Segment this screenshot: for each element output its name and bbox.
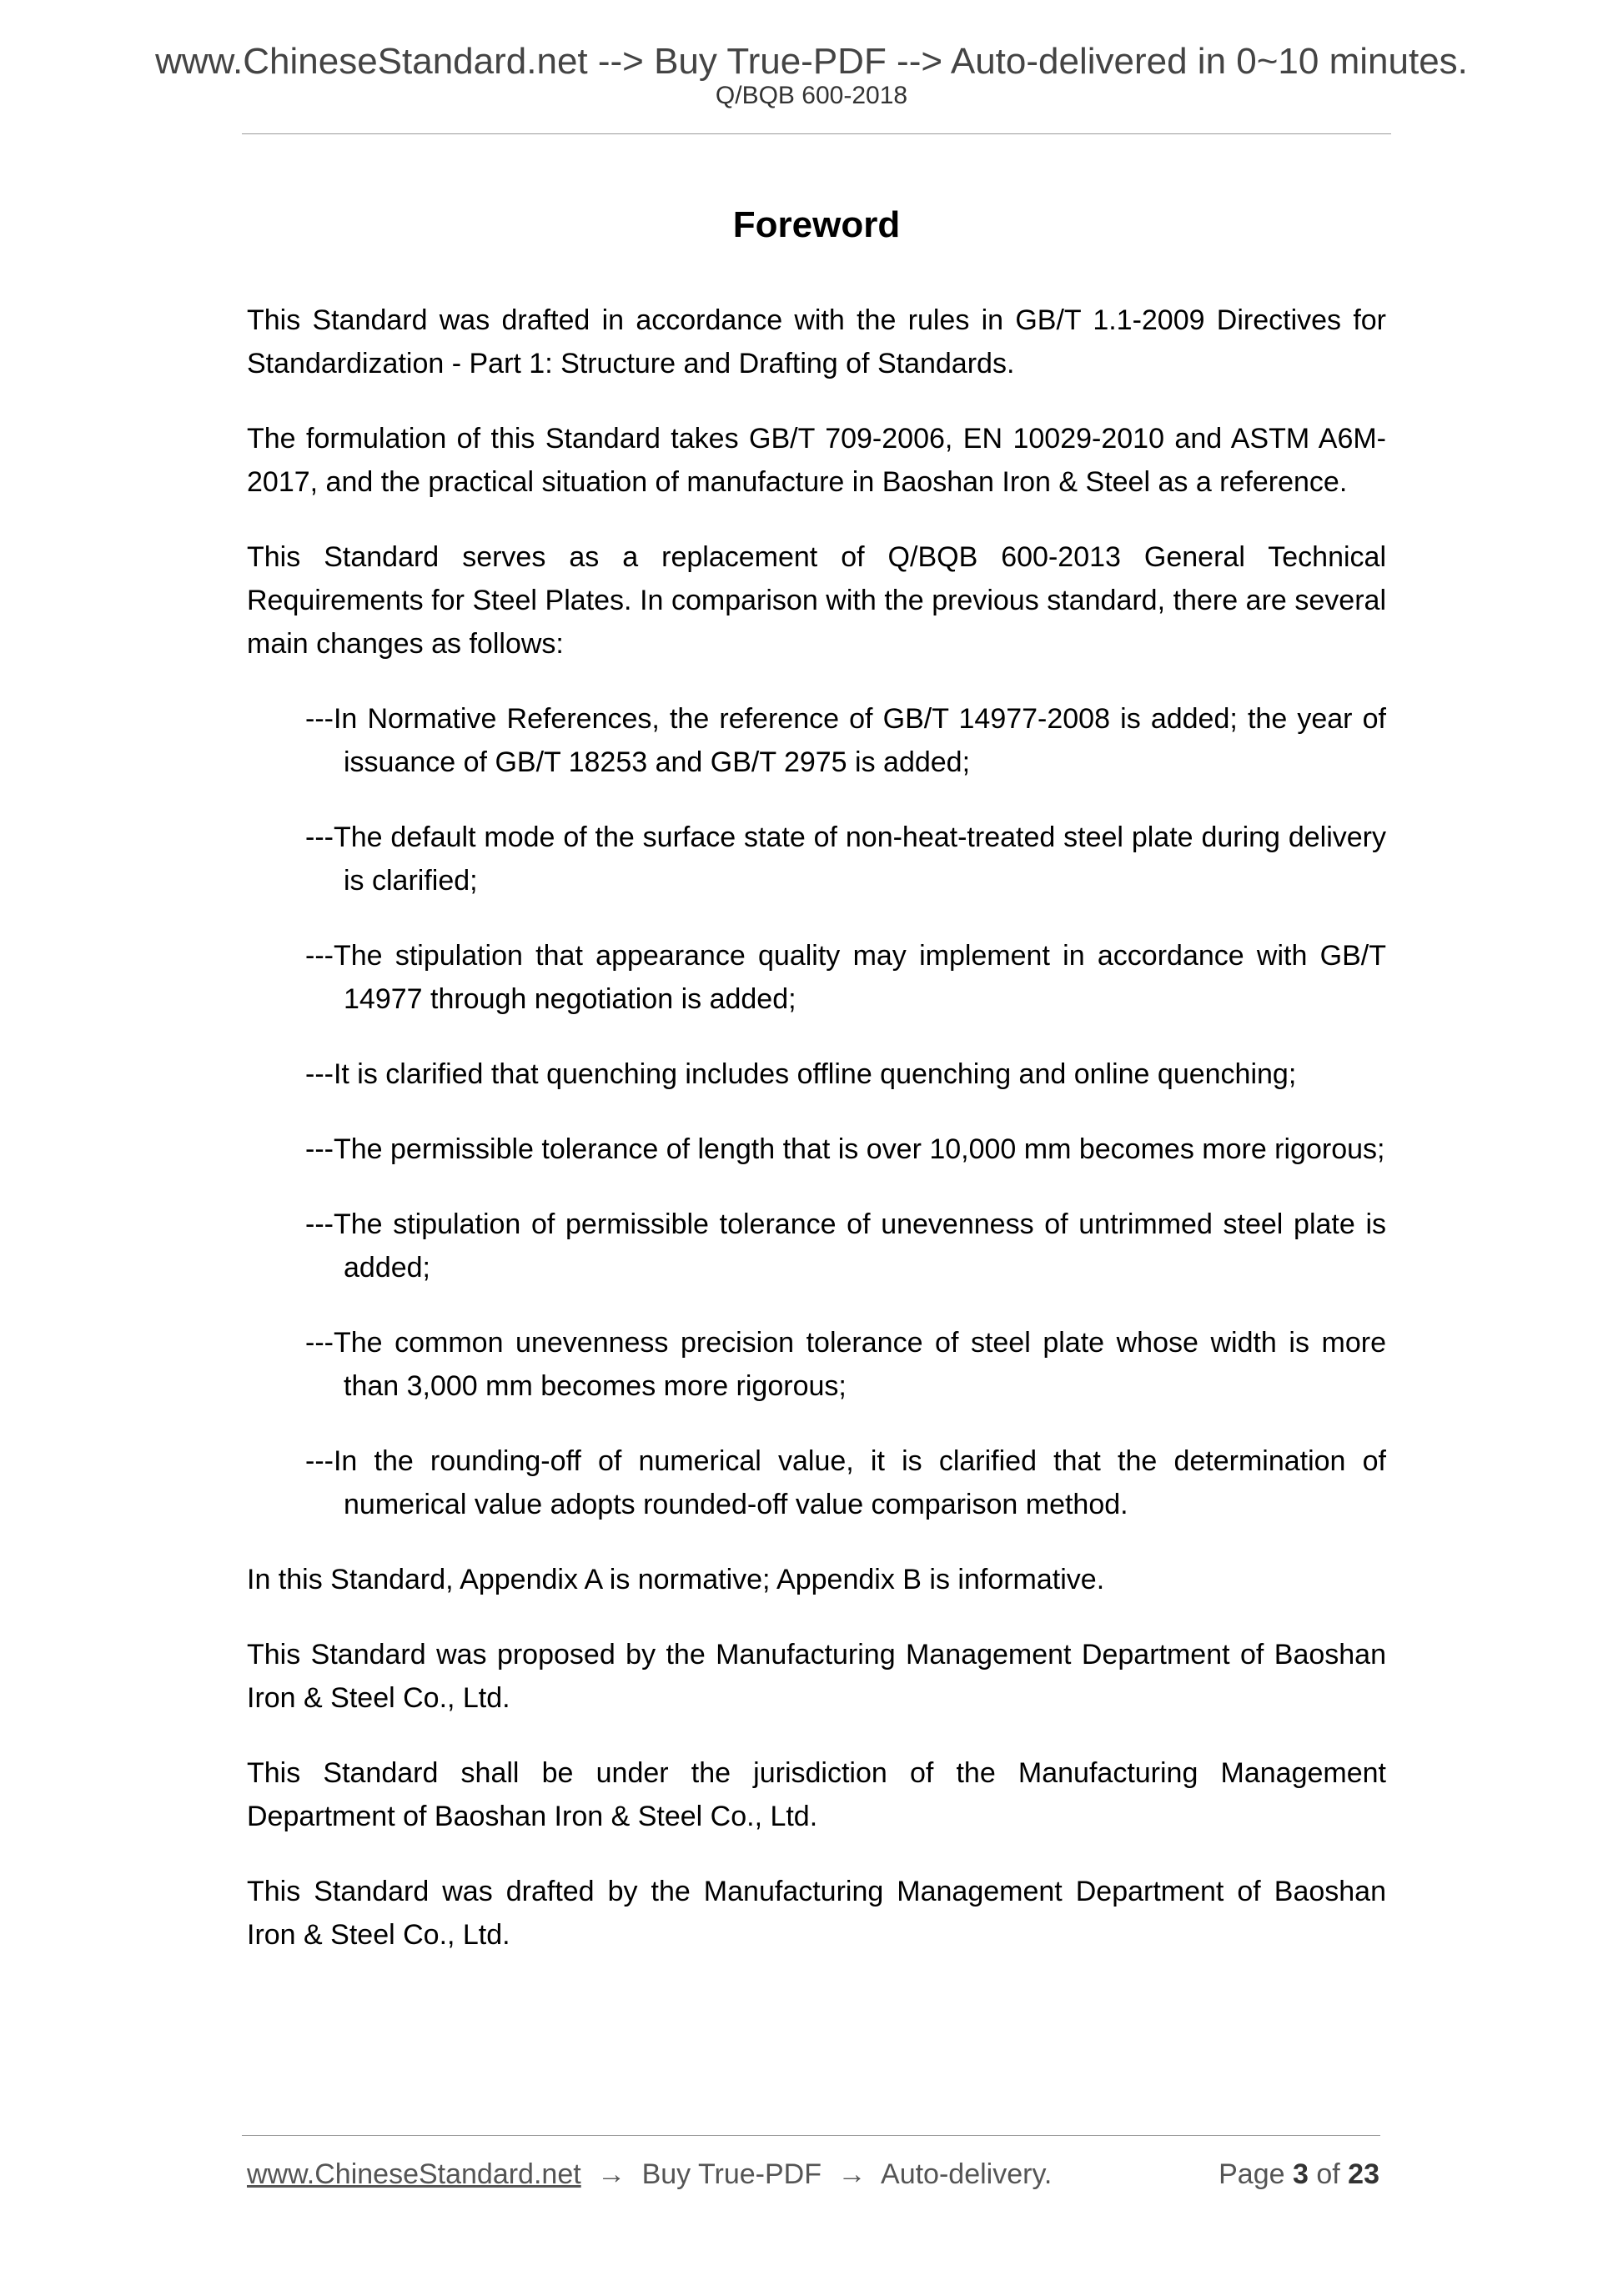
- arrow-right-icon: →: [597, 2158, 626, 2190]
- header-divider: [242, 133, 1391, 134]
- paragraph-replacement: This Standard serves as a replacement of Q/BQB 600-2013 General Technical Requirements for Steel Plates. In comparison with the previous standard, there are several main changes as follows:: [247, 541, 1386, 660]
- change-item: ---In Normative References, the reference of GB/T 14977-2008 is added; the year of issuance of GB/T 18253 and GB/T 2975 is added;: [305, 703, 1386, 778]
- paragraph-formulation: The formulation of this Standard takes GB/T 709-2006, EN 10029-2010 and ASTM A6M-2017, and the practical situation of manufacture in Baoshan Iron & Steel as a reference.: [247, 423, 1386, 498]
- change-item: ---The stipulation of permissible tolerance of unevenness of untrimmed steel plate is added;: [305, 1208, 1386, 1284]
- paragraph-drafting-rules: This Standard was drafted in accordance with the rules in GB/T 1.1-2009 Directives for Standardization - Part 1: Structure and Drafting of Standards.: [247, 304, 1386, 379]
- page-current: 3: [1292, 2158, 1309, 2190]
- change-item: ---It is clarified that quenching includes offline quenching and online quenching;: [305, 1058, 1297, 1090]
- page-title: Foreword: [732, 204, 901, 245]
- paragraph-appendix: In this Standard, Appendix A is normative; Appendix B is informative.: [247, 1564, 1105, 1595]
- top-banner: www.ChineseStandard.net --> Buy True-PDF --> Auto-delivered in 0~10 minutes.: [155, 41, 1468, 82]
- paragraph-jurisdiction: This Standard shall be under the jurisdiction of the Manufacturing Management Department of Baoshan Iron & Steel Co., Ltd.: [247, 1757, 1386, 1832]
- arrow-right-icon: →: [837, 2158, 867, 2190]
- page-label: Page: [1219, 2158, 1285, 2190]
- document-code: Q/BQB 600-2018: [715, 82, 908, 109]
- paragraph-drafted-by: This Standard was drafted by the Manufacturing Management Department of Baoshan Iron & Steel Co., Ltd.: [247, 1876, 1386, 1951]
- auto-delivery-text: Auto-delivery.: [881, 2158, 1053, 2190]
- website-link[interactable]: www.ChineseStandard.net: [247, 2158, 581, 2190]
- change-item: ---The stipulation that appearance quality may implement in accordance with GB/T 14977 through negotiation is added;: [305, 940, 1386, 1015]
- changes-list: [247, 697, 1386, 1526]
- change-item: ---The default mode of the surface state of non-heat-treated steel plate during delivery is clarified;: [305, 821, 1386, 897]
- paragraph-proposed-by: This Standard was proposed by the Manufacturing Management Department of Baoshan Iron & Steel Co., Ltd.: [247, 1639, 1386, 1714]
- page-total: 23: [1348, 2158, 1379, 2190]
- buy-pdf-text: Buy True-PDF: [641, 2158, 822, 2190]
- change-item: ---In the rounding-off of numerical value, it is clarified that the determination of numerical value adopts rounded-off value comparison method.: [305, 1445, 1386, 1520]
- footer-divider: [242, 2135, 1380, 2136]
- page-number: [1219, 2160, 1379, 2188]
- footer-promo: [247, 2160, 1052, 2188]
- page-content: [247, 200, 1386, 1988]
- page-of-label: of: [1316, 2158, 1340, 2190]
- change-item: ---The permissible tolerance of length that is over 10,000 mm becomes more rigorous;: [305, 1133, 1385, 1165]
- change-item: ---The common unevenness precision tolerance of steel plate whose width is more than 3,000 mm becomes more rigorous;: [305, 1327, 1386, 1402]
